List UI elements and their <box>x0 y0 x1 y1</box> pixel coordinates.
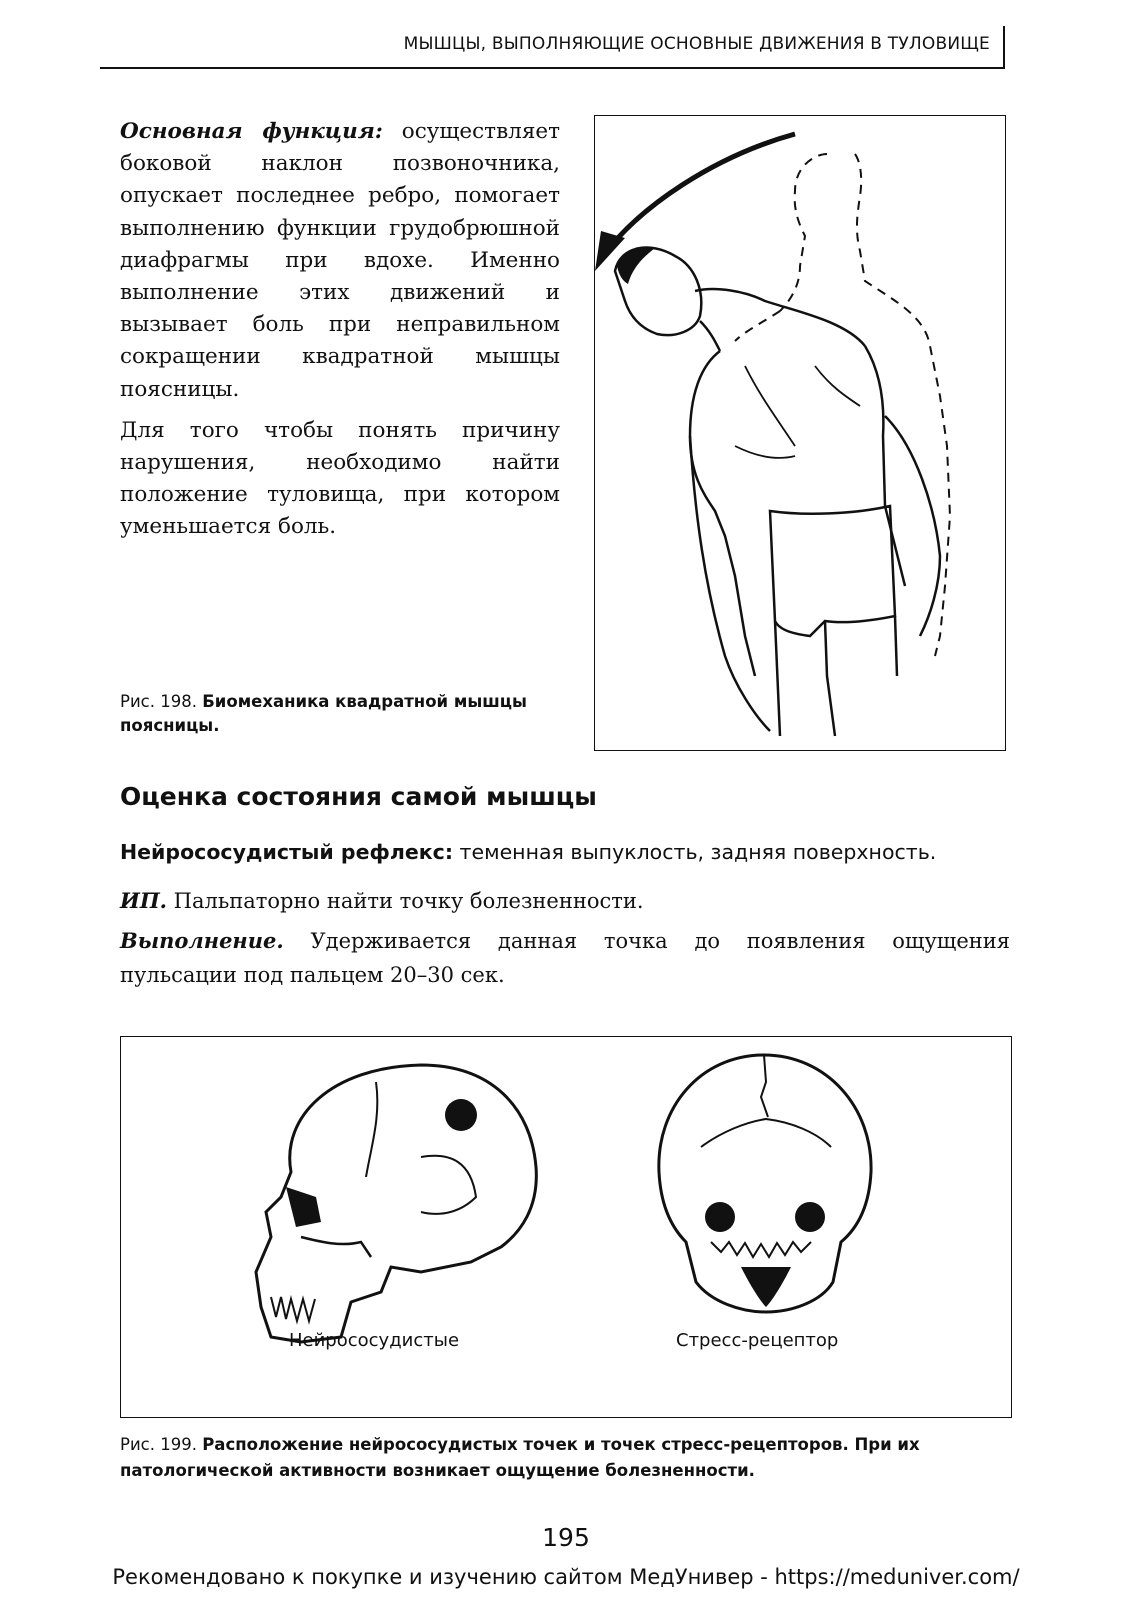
execution-label: Выполнение. <box>120 928 284 953</box>
execution-paragraph <box>120 924 1010 992</box>
shorts <box>770 506 895 636</box>
torso-right <box>865 346 905 586</box>
reflex-label: Нейрососудистый рефлекс: <box>120 840 454 864</box>
stress-receptor-point-left <box>705 1202 735 1232</box>
figure-198-caption <box>120 690 550 738</box>
ip-line <box>120 888 644 913</box>
label-neurovascular: Нейрососудистые <box>289 1330 460 1351</box>
page-number: 195 <box>542 1523 590 1552</box>
figure-198-illustration <box>594 115 1006 751</box>
caption-title: Расположение нейрососудистых точек и точек стресс-рецепторов. При их патологической активности возникает ощущение болезненности. <box>120 1435 920 1480</box>
torso-left <box>690 351 755 676</box>
skull-drawings <box>121 1037 1010 1416</box>
label-stress-receptor: Стресс-рецептор <box>676 1330 839 1351</box>
function-label: Основная функция: <box>120 119 383 144</box>
lateral-bend-drawing <box>595 116 1004 749</box>
lateral-skull <box>256 1065 536 1342</box>
function-text: осуществляет боковой наклон позвоночника, опускает последнее ребро, помогает выполнению функции грудобрюшной диафрагмы при вдохе. Именно выполнение этих движений и вызывает боль при неправильном сокращении квадратной мышцы поясницы. <box>120 119 561 402</box>
caption-prefix: Рис. 199. <box>120 1435 203 1454</box>
figure-199-illustration <box>120 1036 1012 1418</box>
section-heading: Оценка состояния самой мышцы <box>120 782 597 811</box>
reflex-text: теменная выпуклость, задняя поверхность. <box>453 840 937 864</box>
reflex-line <box>120 840 936 864</box>
pain-position-paragraph: Для того чтобы понять причину нарушения, необходимо найти положение туловища, при котором уменьшается боль. <box>120 417 560 540</box>
running-head: МЫШЦЫ, ВЫПОЛНЯЮЩИЕ ОСНОВНЫЕ ДВИЖЕНИЯ В ТУЛОВИЩЕ <box>403 34 990 54</box>
left-arm <box>690 436 770 731</box>
header-rule <box>100 67 1005 69</box>
stress-receptor-point-right <box>795 1202 825 1232</box>
neurovascular-point <box>445 1099 477 1131</box>
figure-199-caption <box>120 1432 1020 1484</box>
footer-note: Рекомендовано к покупке и изучению сайтом МедУнивер - https://meduniver.com/ <box>112 1565 1020 1589</box>
ip-text: Пальпаторно найти точку болезненности. <box>167 889 644 913</box>
bend-arrow <box>603 134 795 256</box>
header-vertical-rule <box>1003 26 1005 69</box>
execution-text: Удерживается данная точка до появления ощущения пульсации под пальцем 20–30 сек. <box>120 929 1010 987</box>
caption-title: Биомеханика квадратной мышцы поясницы. <box>120 692 527 735</box>
hair <box>617 247 655 284</box>
function-description <box>120 116 560 553</box>
ip-label: ИП. <box>120 888 167 913</box>
upright-outline <box>780 154 950 656</box>
function-paragraph <box>120 116 560 406</box>
posterior-skull <box>659 1055 871 1312</box>
caption-prefix: Рис. 198. <box>120 692 203 711</box>
